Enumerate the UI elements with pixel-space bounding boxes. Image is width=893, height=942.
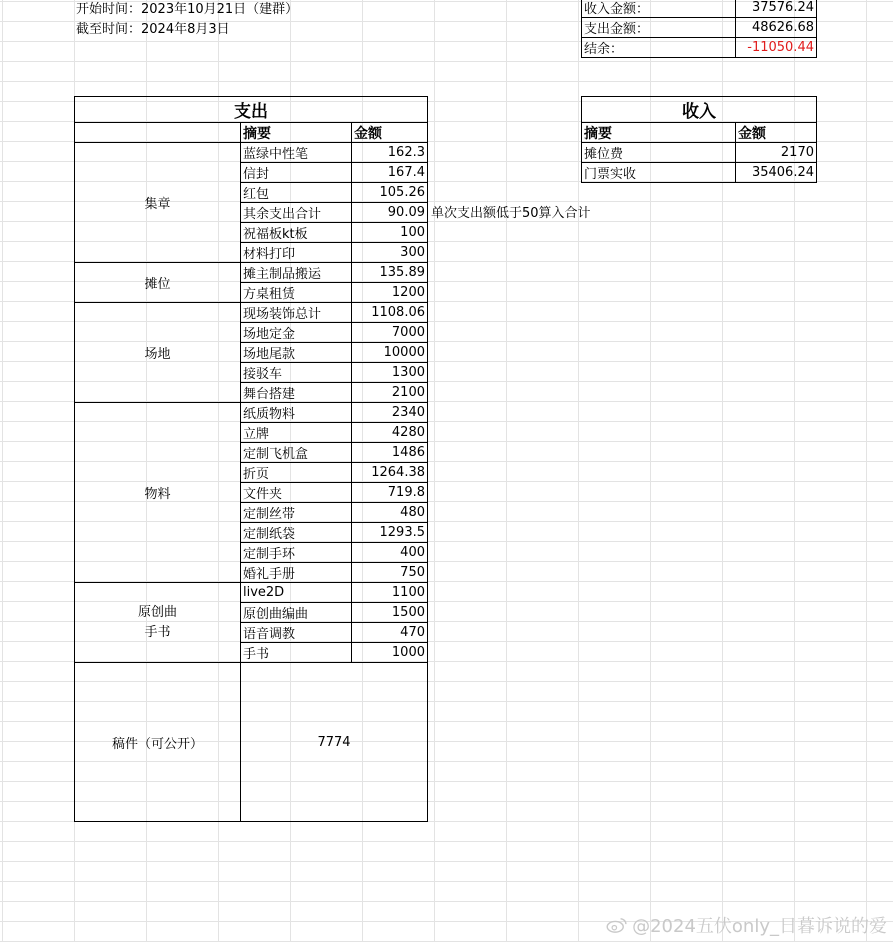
group-manuscript[interactable]: 稿件（可公开） [74,662,241,822]
expense-header-amount[interactable]: 金额 [351,122,428,143]
expense-item-label[interactable]: 手书 [240,642,352,663]
group-changdi[interactable]: 场地 [74,302,241,403]
expense-item-label[interactable]: 舞台搭建 [240,382,352,403]
expense-item-label[interactable]: 祝福板kt板 [240,222,352,243]
expense-header-summary[interactable]: 摘要 [240,122,352,143]
expense-item-value[interactable]: 167.4 [351,162,428,183]
expense-item-label[interactable]: 折页 [240,462,352,483]
summary-income-value[interactable]: 37576.24 [735,0,817,18]
expense-item-value[interactable]: 1264.38 [351,462,428,483]
weibo-icon [606,917,628,933]
start-time: 开始时间：2023年10月21日（建群） [76,2,299,17]
income-header-amount[interactable]: 金额 [735,122,817,143]
expense-item-value[interactable]: 400 [351,542,428,563]
expense-item-label[interactable]: live2D [240,582,352,603]
expense-item-value[interactable]: 1000 [351,642,428,663]
expense-item-value[interactable]: 10000 [351,342,428,363]
expense-item-value[interactable]: 1100 [351,582,428,603]
expense-item-value[interactable]: 1486 [351,442,428,463]
expense-item-label[interactable]: 方桌租赁 [240,282,352,303]
expense-item-label[interactable]: 定制飞机盒 [240,442,352,463]
expense-item-label[interactable]: 场地定金 [240,322,352,343]
summary-expense-label[interactable]: 支出金额： [581,17,736,38]
income-title[interactable]: 收入 [581,96,817,123]
expense-item-label[interactable]: 纸质物料 [240,402,352,423]
income-row-label[interactable]: 摊位费 [581,142,736,163]
group-jizhang[interactable]: 集章 [74,142,241,263]
expense-item-label[interactable]: 信封 [240,162,352,183]
expense-item-label[interactable]: 材料打印 [240,242,352,263]
expense-note: 单次支出额低于50算入合计 [431,206,591,221]
group-original-song-line1: 原创曲 [137,604,177,620]
expense-item-value[interactable]: 2100 [351,382,428,403]
expense-item-value[interactable]: 1108.06 [351,302,428,323]
expense-item-label[interactable]: 婚礼手册 [240,562,352,583]
expense-item-value[interactable]: 162.3 [351,142,428,163]
expense-header-blank[interactable] [74,122,241,143]
expense-item-value[interactable]: 7000 [351,322,428,343]
expense-item-value[interactable]: 1300 [351,362,428,383]
watermark [606,912,887,938]
expense-item-label[interactable]: 场地尾款 [240,342,352,363]
income-row-value[interactable]: 35406.24 [735,162,817,183]
expense-item-label[interactable]: 语音调教 [240,622,352,643]
expense-item-label[interactable]: 摊主制品搬运 [240,262,352,283]
expense-item-label[interactable]: 其余支出合计 [240,202,352,223]
manuscript-value[interactable]: 7774 [240,662,428,822]
expense-item-label[interactable]: 红包 [240,182,352,203]
summary-balance-value[interactable]: -11050.44 [735,37,817,58]
income-row-label[interactable]: 门票实收 [581,162,736,183]
income-header-summary[interactable]: 摘要 [581,122,736,143]
expense-item-label[interactable]: 原创曲编曲 [240,602,352,623]
expense-title[interactable]: 支出 [74,96,428,123]
summary-balance-label[interactable]: 结余： [581,37,736,58]
expense-item-label[interactable]: 现场装饰总计 [240,302,352,323]
expense-item-label[interactable]: 文件夹 [240,482,352,503]
group-wuliao[interactable]: 物料 [74,402,241,583]
expense-item-value[interactable]: 480 [351,502,428,523]
expense-item-value[interactable]: 100 [351,222,428,243]
group-original-song[interactable] [74,582,241,663]
summary-expense-value[interactable]: 48626.68 [735,17,817,38]
expense-item-value[interactable]: 105.26 [351,182,428,203]
group-original-song-line2: 手书 [144,624,171,640]
watermark-text: @2024五伏only_日暮诉说的爱 [632,916,887,937]
expense-item-value[interactable]: 135.89 [351,262,428,283]
expense-item-value[interactable]: 1293.5 [351,522,428,543]
expense-item-label[interactable]: 接驳车 [240,362,352,383]
expense-item-value[interactable]: 470 [351,622,428,643]
expense-item-value[interactable]: 719.8 [351,482,428,503]
expense-item-value[interactable]: 2340 [351,402,428,423]
expense-item-label[interactable]: 定制手环 [240,542,352,563]
expense-item-label[interactable]: 定制丝带 [240,502,352,523]
expense-item-label[interactable]: 立牌 [240,422,352,443]
group-tanwei[interactable]: 摊位 [74,262,241,303]
expense-item-value[interactable]: 1500 [351,602,428,623]
end-time: 截至时间：2024年8月3日 [76,22,230,37]
expense-item-label[interactable]: 蓝绿中性笔 [240,142,352,163]
summary-income-label[interactable]: 收入金额： [581,0,736,18]
expense-item-value[interactable]: 750 [351,562,428,583]
expense-item-value[interactable]: 300 [351,242,428,263]
expense-item-label[interactable]: 定制纸袋 [240,522,352,543]
expense-item-value[interactable]: 1200 [351,282,428,303]
expense-item-value[interactable]: 90.09 [351,202,428,223]
expense-item-value[interactable]: 4280 [351,422,428,443]
income-row-value[interactable]: 2170 [735,142,817,163]
